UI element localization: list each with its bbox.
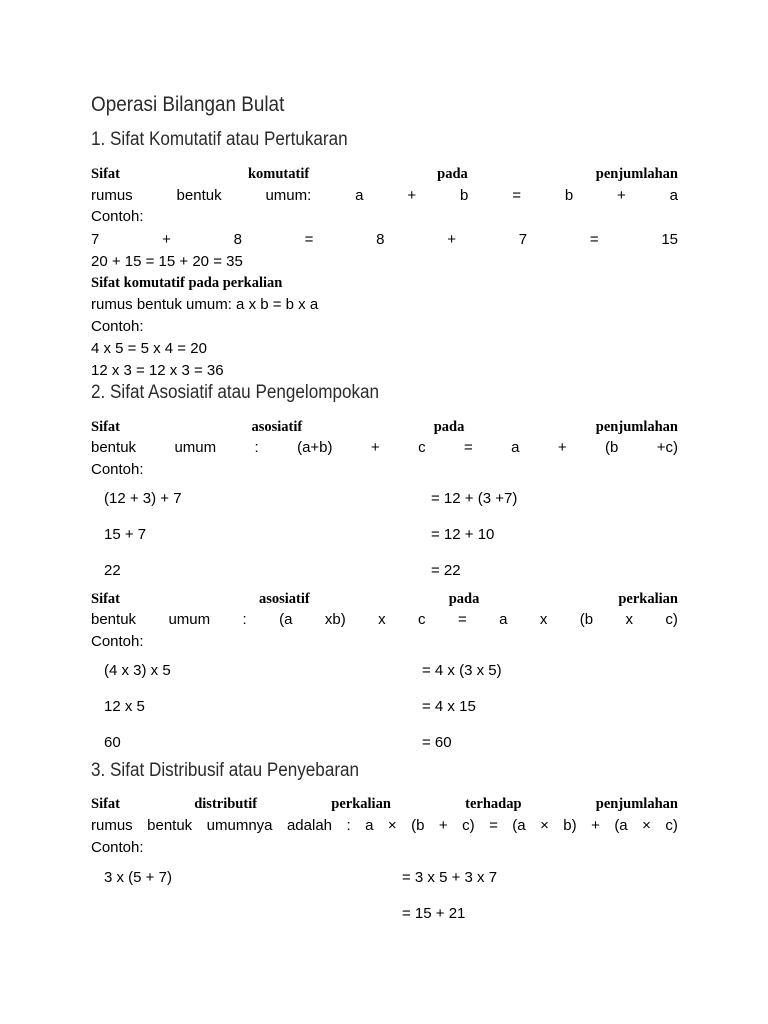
word: xb) — [324, 611, 346, 628]
word: a — [355, 187, 364, 204]
word: + — [447, 231, 456, 248]
word: (a — [279, 611, 293, 628]
word: adalah — [286, 817, 332, 834]
word: × — [642, 817, 651, 834]
word: perkalian — [331, 796, 391, 812]
word: × — [540, 817, 549, 834]
word: c) — [462, 817, 475, 834]
word: x — [539, 611, 548, 628]
s2-add-step-3-right: = 22 — [431, 562, 461, 579]
word: bentuk — [147, 817, 193, 834]
s2-mul-step-1-right: = 4 x (3 x 5) — [422, 662, 502, 679]
word: a — [365, 817, 374, 834]
word: = — [304, 231, 314, 248]
page-title: Operasi Bilangan Bulat — [91, 93, 285, 116]
word: = — [512, 187, 521, 204]
word: + — [407, 187, 417, 204]
word: pada — [448, 591, 480, 607]
word: Sifat — [91, 166, 120, 182]
word: 15 — [661, 231, 678, 248]
word: (b — [579, 611, 594, 628]
word: Sifat — [91, 419, 120, 435]
s2-mul-step-2-left: 12 x 5 — [104, 698, 145, 715]
word: b — [459, 187, 469, 204]
word: = — [489, 817, 498, 834]
s2-add-step-2-right: = 12 + 10 — [431, 526, 495, 543]
word: (b — [605, 439, 619, 456]
word: rumus — [91, 817, 133, 834]
word: : — [242, 611, 247, 628]
word: : — [346, 817, 351, 834]
s1-add-formula — [91, 186, 678, 206]
word: pada — [437, 166, 468, 182]
s3-formula — [91, 816, 678, 836]
word: a — [669, 187, 678, 204]
word: x — [378, 611, 386, 628]
word: umum: — [265, 187, 312, 204]
s1-example-3: 4 x 5 = 5 x 4 = 20 — [91, 340, 207, 357]
s2-mul-step-3-right: = 60 — [422, 734, 452, 751]
s3-contoh: Contoh: — [91, 839, 144, 856]
s1-contoh-1: Contoh: — [91, 208, 144, 225]
word: a — [511, 439, 520, 456]
word: (b — [411, 817, 425, 834]
word: rumus — [91, 187, 133, 204]
s3-step-1-left: 3 x (5 + 7) — [104, 869, 172, 886]
s3-step-1-right: = 3 x 5 + 3 x 7 — [402, 869, 498, 886]
word: Sifat — [91, 796, 120, 812]
word: umum — [174, 439, 217, 456]
s3-title — [91, 794, 678, 814]
word: + — [617, 187, 626, 204]
word: c) — [665, 611, 678, 628]
word: 8 — [233, 231, 242, 248]
word: : — [254, 439, 259, 456]
s1-add-title — [91, 164, 678, 184]
s1-mul-formula: rumus bentuk umum: a x b = b x a — [91, 296, 319, 313]
word: + — [591, 817, 600, 834]
s2-contoh-2: Contoh: — [91, 633, 144, 650]
word: distributif — [194, 796, 258, 812]
section-1-heading: 1. Sifat Komutatif atau Pertukaran — [91, 129, 348, 150]
s2-add-title — [91, 417, 678, 437]
word: asosiatif — [258, 591, 310, 607]
s2-add-step-1-left: (12 + 3) + 7 — [104, 490, 182, 507]
section-2-heading: 2. Sifat Asosiatif atau Pengelompokan — [91, 382, 380, 403]
s2-add-step-1-right: = 12 + (3 +7) — [431, 490, 518, 507]
s1-example-2: 20 + 15 = 15 + 20 = 35 — [91, 253, 243, 270]
word: penjumlahan — [595, 419, 678, 435]
s2-contoh-1: Contoh: — [91, 461, 144, 478]
s3-step-2-right: = 15 + 21 — [402, 905, 466, 922]
word: pada — [433, 419, 465, 435]
word: b) — [563, 817, 577, 834]
word: 7 — [518, 231, 528, 248]
s2-mul-step-3-left: 60 — [104, 734, 121, 751]
s1-example-4: 12 x 3 = 12 x 3 = 36 — [91, 362, 224, 379]
word: bentuk — [176, 187, 222, 204]
word: 8 — [376, 231, 385, 248]
word: c — [418, 439, 426, 456]
word: asosiatif — [251, 419, 303, 435]
word: c — [418, 611, 426, 628]
word: +c) — [656, 439, 678, 456]
word: perkalian — [618, 591, 678, 607]
s2-mul-step-2-right: = 4 x 15 — [422, 698, 476, 715]
word: bentuk — [91, 439, 137, 456]
s2-add-step-2-left: 15 + 7 — [104, 526, 147, 543]
s1-contoh-2: Contoh: — [91, 318, 144, 335]
s2-add-step-3-left: 22 — [104, 562, 121, 579]
section-3-heading: 3. Sifat Distribusif atau Penyebaran — [91, 760, 360, 781]
word: x — [625, 611, 634, 628]
word: + — [557, 439, 567, 456]
s2-mul-formula — [91, 610, 678, 630]
word: bentuk — [91, 611, 137, 628]
word: × — [387, 817, 397, 834]
word: penjumlahan — [595, 166, 678, 182]
word: = — [463, 439, 473, 456]
s2-mul-step-1-left: (4 x 3) x 5 — [104, 662, 171, 679]
word: terhadap — [465, 796, 522, 812]
word: = — [457, 611, 467, 628]
word: umum — [168, 611, 211, 628]
word: = — [589, 231, 599, 248]
word: umumnya — [206, 817, 273, 834]
s1-mul-title: Sifat komutatif pada perkalian — [91, 275, 283, 291]
s2-add-formula — [91, 438, 678, 458]
word: (a — [512, 817, 526, 834]
word: + — [162, 231, 171, 248]
word: 7 — [91, 231, 100, 248]
word: (a — [614, 817, 628, 834]
word: b — [564, 187, 574, 204]
word: Sifat — [91, 591, 120, 607]
s2-mul-title — [91, 589, 678, 609]
word: komutatif — [247, 166, 310, 182]
word: penjumlahan — [595, 796, 678, 812]
s1-example-1 — [91, 230, 678, 250]
word: c) — [665, 817, 678, 834]
word: + — [370, 439, 380, 456]
word: (a+b) — [297, 439, 333, 456]
word: a — [499, 611, 508, 628]
word: + — [438, 817, 448, 834]
